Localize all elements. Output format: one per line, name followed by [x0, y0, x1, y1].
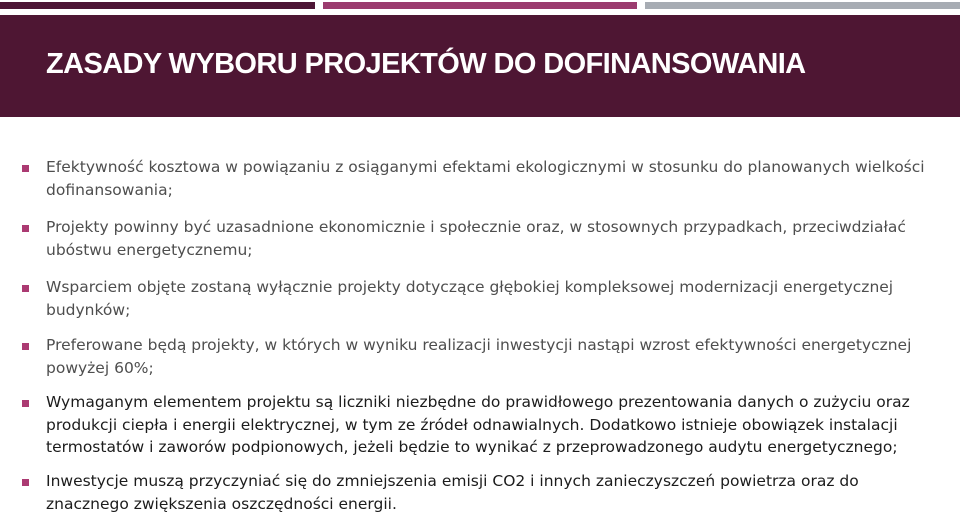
bullet-text: Projekty powinny być uzasadnione ekonomicznie i społecznie oraz, w stosownych przypadkach, przeciwdziałać ubóstwu energetycznemu;	[46, 218, 906, 259]
square-bullet-icon	[22, 285, 29, 292]
square-bullet-icon	[22, 165, 29, 172]
bullet-text: Efektywność kosztowa w powiązaniu z osiąganymi efektami ekologicznymi w stosunku do planowanych wielkości dofinansowania;	[46, 158, 925, 199]
top-accent-stripes	[0, 0, 960, 10]
bullet-text: Preferowane będą projekty, w których w wyniku realizacji inwestycji nastąpi wzrost efektywności energetycznej powyżej 60%;	[46, 336, 912, 377]
bullet-text: Wymaganym elementem projektu są liczniki niezbędne do prawidłowego prezentowania danych o zużyciu oraz produkcji ciepła i energii elektrycznej, w tym ze źródeł odnawialnych. Dodatkowo istnieje obowiązek instalacji termostatów i zaworów podpionowych, jeżeli będzie to wynikać z przeprowadzonego audytu energetycznego;	[46, 393, 910, 456]
square-bullet-icon	[22, 343, 29, 350]
title-bar	[0, 15, 960, 117]
accent-stripe-middle	[323, 2, 637, 9]
square-bullet-icon	[22, 400, 29, 407]
bullet-text: Wsparciem objęte zostaną wyłącznie projekty dotyczące głębokiej kompleksowej modernizacji energetycznej budynków;	[46, 278, 894, 319]
accent-stripe-left	[0, 2, 315, 9]
slide-title: ZASADY WYBORU PROJEKTÓW DO DOFINANSOWANIA	[46, 48, 806, 80]
square-bullet-icon	[22, 225, 29, 232]
accent-stripe-right	[645, 2, 960, 9]
bullet-text: Inwestycje muszą przyczyniać się do zmniejszenia emisji CO2 i innych zanieczyszczeń powietrza oraz do znacznego zwiększenia oszczędności energii.	[46, 472, 859, 513]
square-bullet-icon	[22, 479, 29, 486]
